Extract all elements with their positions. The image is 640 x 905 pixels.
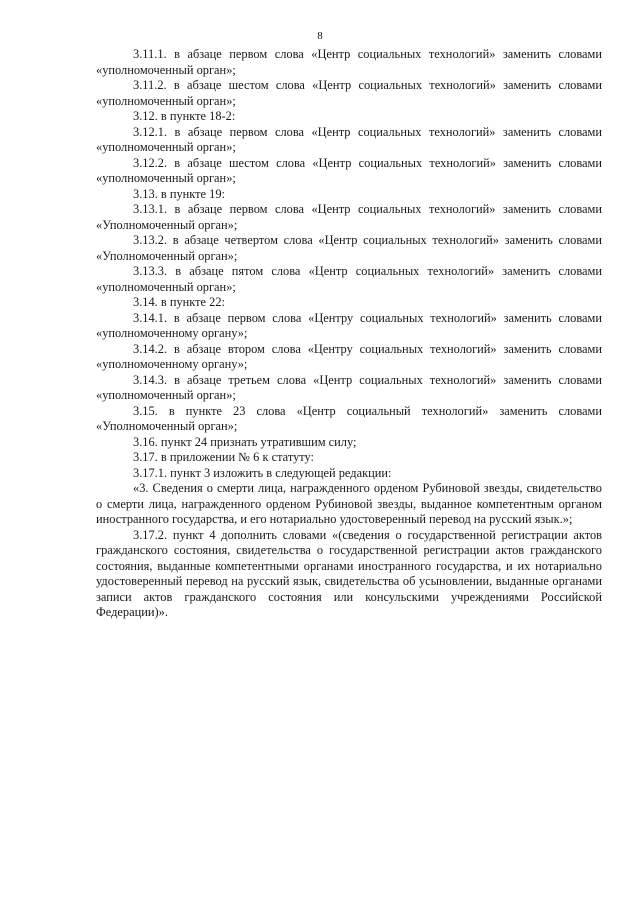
paragraph: 3.13.3. в абзаце пятом слова «Центр социальных технологий» заменить словами «уполномоченный орган»; [96, 264, 602, 294]
paragraph: 3.17.1. пункт 3 изложить в следующей редакции: [133, 465, 392, 480]
page-number: 8 [317, 30, 323, 42]
paragraph: 3.13. в пункте 19: [133, 186, 225, 201]
paragraph: 3.15. в пункте 23 слова «Центр социальный технологий» заменить словами «Уполномоченный орган»; [96, 403, 602, 433]
paragraph: 3.14.3. в абзаце третьем слова «Центр социальных технологий» заменить словами «уполномоченный орган»; [96, 372, 602, 402]
paragraph: 3.13.1. в абзаце первом слова «Центр социальных технологий» заменить словами «Уполномоченный орган»; [96, 202, 602, 232]
paragraph: 3.17.2. пункт 4 дополнить словами «(сведения о государственной регистрации актов гражданского состояния, свидетельства о государственной регистрации актов гражданского состояния, выданные компетентными органами иностранного государства, и их нотариально удостоверенный перевод на русский язык, свидетельства об усыновлении, выданные органами записи актов гражданского состояния или консульскими учреждениями Российской Федерации)». [96, 527, 602, 619]
paragraph: 3.12.1. в абзаце первом слова «Центр социальных технологий» заменить словами «уполномоченный орган»; [96, 124, 602, 154]
quoted-paragraph: «3. Сведения о смерти лица, награжденного орденом Рубиновой звезды, свидетельство о смерти лица, награжденного орденом Рубиновой звезды, выданное компетентным органом иностранного государства, и его нотариально удостоверенный перевод на русский язык.»; [96, 481, 602, 526]
paragraph: 3.16. пункт 24 признать утратившим силу; [133, 434, 357, 449]
paragraph: 3.11.1. в абзаце первом слова «Центр социальных технологий» заменить словами «уполномоченный орган»; [96, 47, 602, 77]
paragraph: 3.14.1. в абзаце первом слова «Центру социальных технологий» заменить словами «уполномоченному органу»; [96, 310, 602, 340]
paragraph: 3.14. в пункте 22: [133, 295, 225, 309]
paragraph: 3.11.2. в абзаце шестом слова «Центр социальных технологий» заменить словами «уполномоченный орган»; [96, 78, 602, 108]
paragraph: 3.14.2. в абзаце втором слова «Центру социальных технологий» заменить словами «уполномоченному органу»; [96, 341, 602, 371]
paragraph: 3.17. в приложении № 6 к статуту: [133, 450, 314, 464]
paragraph: 3.13.2. в абзаце четвертом слова «Центр социальных технологий» заменить словами «Уполномоченный орган»; [96, 233, 602, 263]
paragraph: 3.12.2. в абзаце шестом слова «Центр социальных технологий» заменить словами «уполномоченный орган»; [96, 155, 602, 185]
paragraph: 3.12. в пункте 18-2: [133, 109, 236, 123]
document-body [96, 47, 602, 621]
